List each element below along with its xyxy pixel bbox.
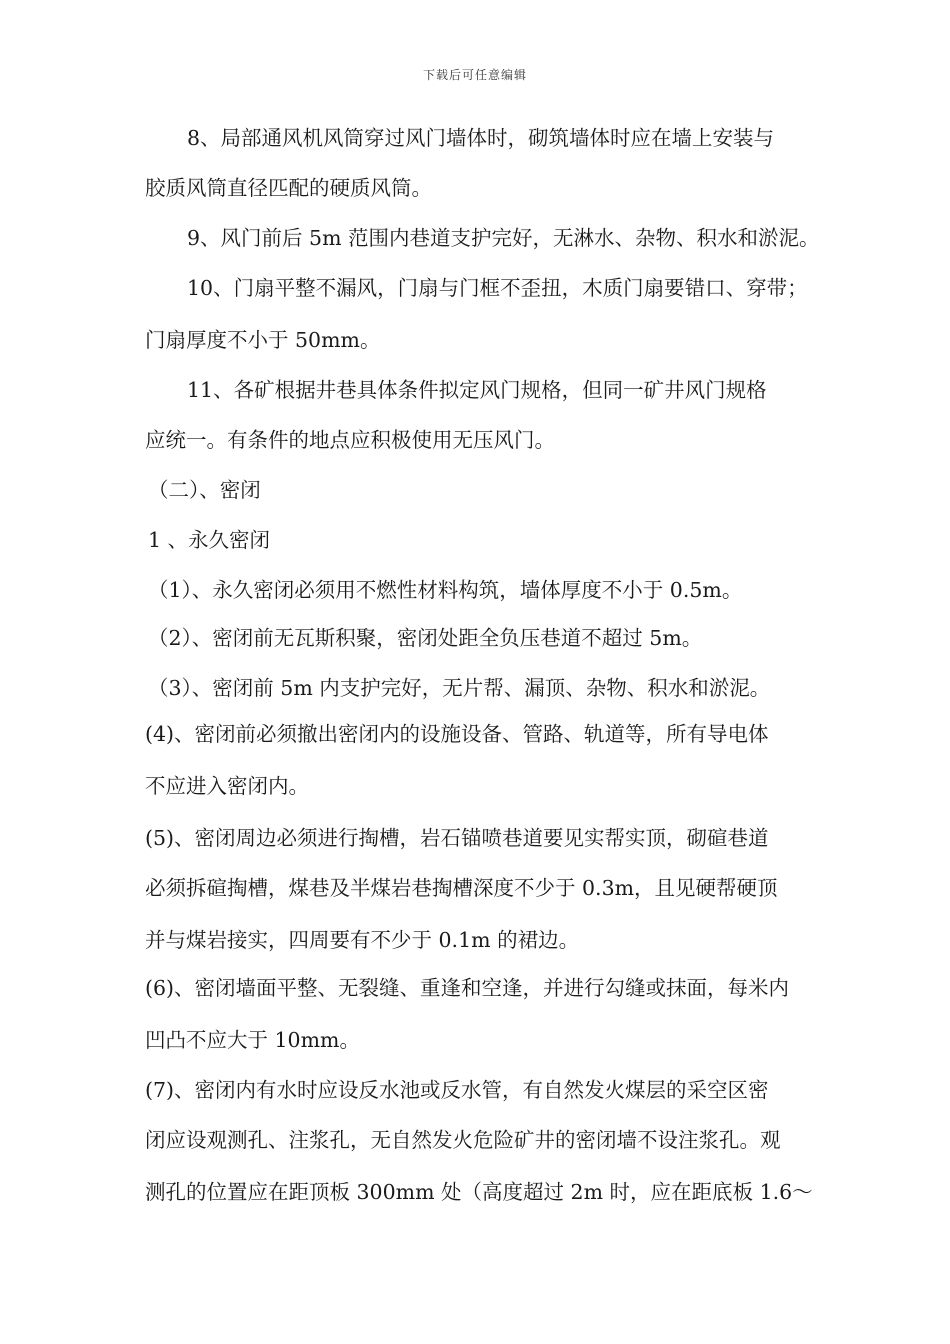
paragraph-line: 闭应设观测孔、注浆孔，无自然发火危险矿井的密闭墙不设注浆孔。观 [145,1128,781,1152]
paragraph-line: (7)、密闭内有水时应设反水池或反水管，有自然发火煤层的采空区密 [145,1078,769,1102]
paragraph-line: 胶质风筒直径匹配的硬质风筒。 [145,176,432,200]
paragraph-line: 不应进入密闭内。 [145,774,309,798]
paragraph-line: 凹凸不应大于 10mm。 [145,1028,360,1052]
paragraph-line: 10、门扇平整不漏风，门扇与门框不歪扭，木质门扇要错口、穿带； [187,276,808,300]
paragraph-line: 9、风门前后 5m 范围内巷道支护完好，无淋水、杂物、积水和淤泥。 [187,226,820,250]
paragraph-line: （1）、永久密闭必须用不燃性材料构筑，墙体厚度不小于 0.5m。 [148,578,743,602]
paragraph-line: 必须拆碹掏槽，煤巷及半煤岩巷掏槽深度不少于 0.3m，且见硬帮硬顶 [145,876,778,900]
paragraph-line: (6)、密闭墙面平整、无裂缝、重逢和空逢，并进行勾缝或抹面，每米内 [145,976,790,1000]
subsection-heading: 1 、永久密闭 [148,528,271,552]
paragraph-line: 8、局部通风机风筒穿过风门墙体时，砌筑墙体时应在墙上安装与 [187,126,775,150]
paragraph-line: 并与煤岩接实，四周要有不少于 0.1m 的裙边。 [145,928,580,952]
paragraph-line: (5)、密闭周边必须进行掏槽，岩石锚喷巷道要见实帮实顶，砌碹巷道 [145,826,769,850]
paragraph-line: 11、各矿根据井巷具体条件拟定风门规格，但同一矿井风门规格 [187,378,767,402]
header-note: 下载后可任意编辑 [422,68,527,82]
paragraph-line: （3）、密闭前 5m 内支护完好，无片帮、漏顶、杂物、积水和淤泥。 [148,676,771,700]
section-heading: （二）、密闭 [148,478,261,502]
paragraph-line: (4)、密闭前必须撤出密闭内的设施设备、管路、轨道等，所有导电体 [145,722,769,746]
paragraph-line: （2）、密闭前无瓦斯积聚，密闭处距全负压巷道不超过 5m。 [148,626,703,650]
paragraph-line: 应统一。有条件的地点应积极使用无压风门。 [145,428,555,452]
paragraph-line: 门扇厚度不小于 50mm。 [145,328,381,352]
paragraph-line: 测孔的位置应在距顶板 300mm 处（高度超过 2m 时，应在距底板 1.6～ [145,1180,813,1204]
